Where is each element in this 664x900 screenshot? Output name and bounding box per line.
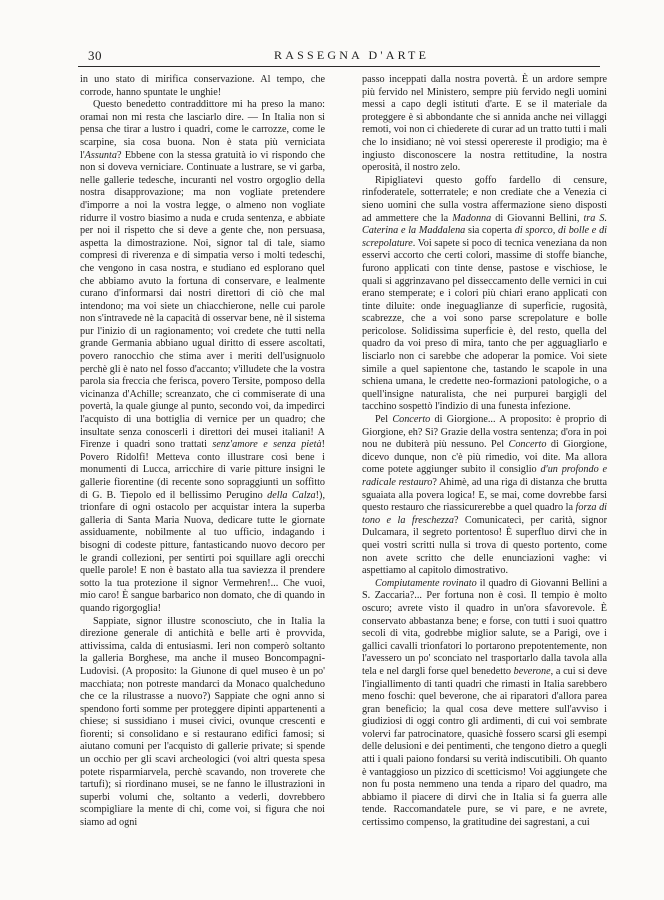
left-column — [80, 74, 325, 830]
running-header — [78, 44, 598, 64]
paragraph: passo inceppati dalla nostra povertà. È un ardore sempre più fervido nel Ministero, sempre più fervido negli uomini messi a capo degli istituti d'arte. E se il materiale da proteggere è sì abbondante che si annida anche nei villaggi remoti, voi non ci chiederete di curar ad un tratto tutti i mali che lo insidiano; nè voi stessi operereste il prodigio; ma è ingiusto disconoscere la nostra rettitudine, la nostra operosità, il nostro zelo. — [362, 74, 607, 174]
journal-title: RASSEGNA D'ARTE — [274, 48, 430, 62]
paragraph: Questo benedetto contraddittore mi ha preso la mano: oramai non mi resta che lasciarlo dire. — In Italia non si pensa che tirar a lustro i quadri, come le carrozze, come le scarpine, sia cosa buona. Non è stata più verniciata l'Assunta? Ebbene con la stessa gratuità io vi rispondo che non si doveva verniciare. Continuate a lustrare, se vi garba, nelle gallerie tedesche, incuranti nel vostro orgoglio della nostra disapprovazione; ma non vogliate pretendere d'imporre a noi la vostra legge, o almeno non vogliate ridurre il vostro biasimo a nuda e cruda sentenza, e abbiate per noi il rispetto che si deve a gente che, non persuasa, aspetta la dimostrazione. Noi, signor tal di tale, siamo compresi di riverenza e di simpatia verso i molti tedeschi, che vengono in casa nostra, e studiano ed esplorano quel che abbiamo avuto la fortuna di conservare, e lealmente curano d'informarsi dai nostri direttori di ciò che mal intendono; ma voi siete un chiacchierone, nelle cui parole non s'intravede nè la capacità di osservar bene, nè il sistema pur l'inizio di un ragionamento; voi credete che tutti nella grande Germania abbiano ugual diritto di essere ascoltati, povero ranocchio che stima aver i meriti dell'usignuolo perchè gli è nato nel fosso d'accanto; v'illudete che la vostra parola sia freccia che ferisca, povero Tersite, pomposo della vicinanza d'Achille; screanzato, che ci commiserate di una povertà, la quale giunge al punto, secondo voi, da impedirci l'acquisto di una bottiglia di vernice per un quadro; che insultate senza conoscerli i direttori dei musei italiani! A Firenze i quadri sono trattati senz'amore e senza pietà! Povero Ridolfi! Metteva conto illustrare così bene i monumenti di Lucca, arricchire di varie pitture insigni le gallerie fiorentine (di recente sono sopraggiunti un soffitto di G. B. Tiepolo ed il bellissimo Perugino della Calza!), trionfare di ogni ostacolo per acquistar intera la superba galleria di Santa Maria Nuova, dedicare tutte le giornate assiduamente, nobilmente al tuo ufficio, indagando i bisogni di codeste pitture, fantasticando nuovo decoro per le grandi collezioni, per sentirti poi squillare agli orecchi quelle parole! E non è bastato alla tua saviezza il prendere sotto la tua protezione il signor Vermehren!... Che vuoi, mio caro! È sangue barbarico non domato, che di quando in quando rigorgoglia! — [80, 99, 325, 614]
paragraph: Sappiate, signor illustre sconosciuto, che in Italia la direzione generale di antichità e belle arti è provvida, attivissima, calda di entusiasmi. Ieri non comperò soltanto la galleria Borghese, ma anche il museo Boncompagni-Ludovisi. (A proposito: la Giunone di quel museo è un po' macchiata; non potreste mandarci da Monaco qualcheduno che ce la rilustrasse a nuovo?) Sappiate che ogni anno si spendono forti somme per proteggere dipinti appartenenti a chiese; si sussidiano i musei civici, ovunque crescenti e fiorenti; si consolidano e si restaurano edifici famosi; si aiutano comuni per l'acquisto di gallerie private; si spende un occhio per gli scavi archeologici (voi altri questa spesa potete risparmiarvela, perchè scavando, non troverete che tartufi); si riordinano musei, se ne fanno le illustrazioni in superbi volumi che, soltanto a vederli, dovrebbero scompigliare la mente di chi, come voi, si figura che noi siamo ad ogni — [80, 615, 325, 829]
paragraph: Pel Concerto di Giorgione... A proposito: è proprio di Giorgione, eh? Si? Grazie della vostra sentenza; d'ora in poi nou ne dubiterà più nessuno. Pel Concerto di Giorgione, dicevo dunque, non c'è più rimedio, voi dite. Ma allora come potete aggiunger subito il consiglio d'un profondo e radicale restauro? Ahimè, ad una riga di distanza che brutta sguaiata alla povera logica! E, se mai, come dovrebbe farsi questo restauro che riassicurerebbe a quel quadro la forza di tono e la freschezza? Comunicatecì, per carità, signor Dulcamara, il segreto portentoso! È superfluo dirvi che in quei vostri scritti nulla si trova di questo portento, come non avete scritto che delle enunciazioni vaghe: vi aspettiamo al capitolo dimostrativo. — [362, 414, 608, 577]
right-column — [362, 74, 607, 830]
paragraph: Ripigliatevi questo goffo fardello di censure, rinfoderatele, sotterratele; e non crediate che a Venezia ci sieno uomini che sulla vostra affermazione sieno disposti ad ammettere che la Madonna di Giovanni Bellini, tra S. Caterina e la Maddalena sia coperta di sporco, di bolle e di screpolature. Voi sapete si poco di tecnica veneziana da non esservi accorto che certi colori, massime di stoffe bianche, furono applicati con tinte dense, pastose e vischiose, le quali si aggrinzavano pel disseccamento delle vernici in cui erano stemperate; e i colori più chiari erano applicati con tinte diluite: onde ineguaglianze di superficie, rugosità, scabrezze, che a voi sono parse screpolature e bolle pericolose. Solidissima superficie è, del resto, quella del quadro da voi preso di mira, tanto che per agguagliarlo e lisciarlo non ci sarebbe che adoperar la pomice. Voi siete simile a quel sapientone che, tastando le scapole in una schiena umana, le credette neo-formazioni patologiche, o a quell'insigne naturalista, che nei purpurei bargigli del tacchino sospettò l'indizio di una funesta infezione. — [362, 174, 608, 413]
page-number: 30 — [88, 48, 102, 63]
paragraph: in uno stato di mirifica conservazione. Al tempo, che corrode, hanno spuntate le unghie! — [80, 74, 325, 98]
header-rule — [78, 66, 600, 67]
paragraph: Compiutamente rovinato il quadro di Giovanni Bellini a S. Zaccaria?... Per fortuna non è così. Il tempio è molto oscuro; avrete visto il quadro in un'ora sfavorevole. È conservato abbastanza bene; e forse, con tutti i suoi quattro secoli di vita, godrebbe miglior salute, se a Parigi, ove i gallici cavalli trionfatori lo portarono prepotentemente, non l'avessero un po' sconciato nel trasportarlo dalla tavola alla tela e nel dargli forse quel benedetto beverone, a cui si deve l'ingiallimento di tanti quadri che rimasti in Italia sarebbero meno foschi: quel beverone, che ai riparatori d'allora parea gran beneficio; la qual cosa deve mettere sull'avviso i giudiziosi di oggi contro gli ardimenti, di cui voi sembrate volervi far patrocinatore, quasichè fossero scarsi gli esempi delle delusioni e dei pentimenti, che tengono dietro a quegli atti i quali paiono fondarsi su verità indiscutibili. Oh quanto è vantaggioso un pizzico di scetticismo! Voi aggiungete che non fu posta nemmeno una tenda a riparo del quadro, ma abbiamo il piacere di dirvi che in Italia si fa guerra alle tende. Raccomandatele pure, se vi pare, e ne avrete, certissimo compenso, la gratitudine dei sagrestani, a cui — [362, 577, 608, 829]
